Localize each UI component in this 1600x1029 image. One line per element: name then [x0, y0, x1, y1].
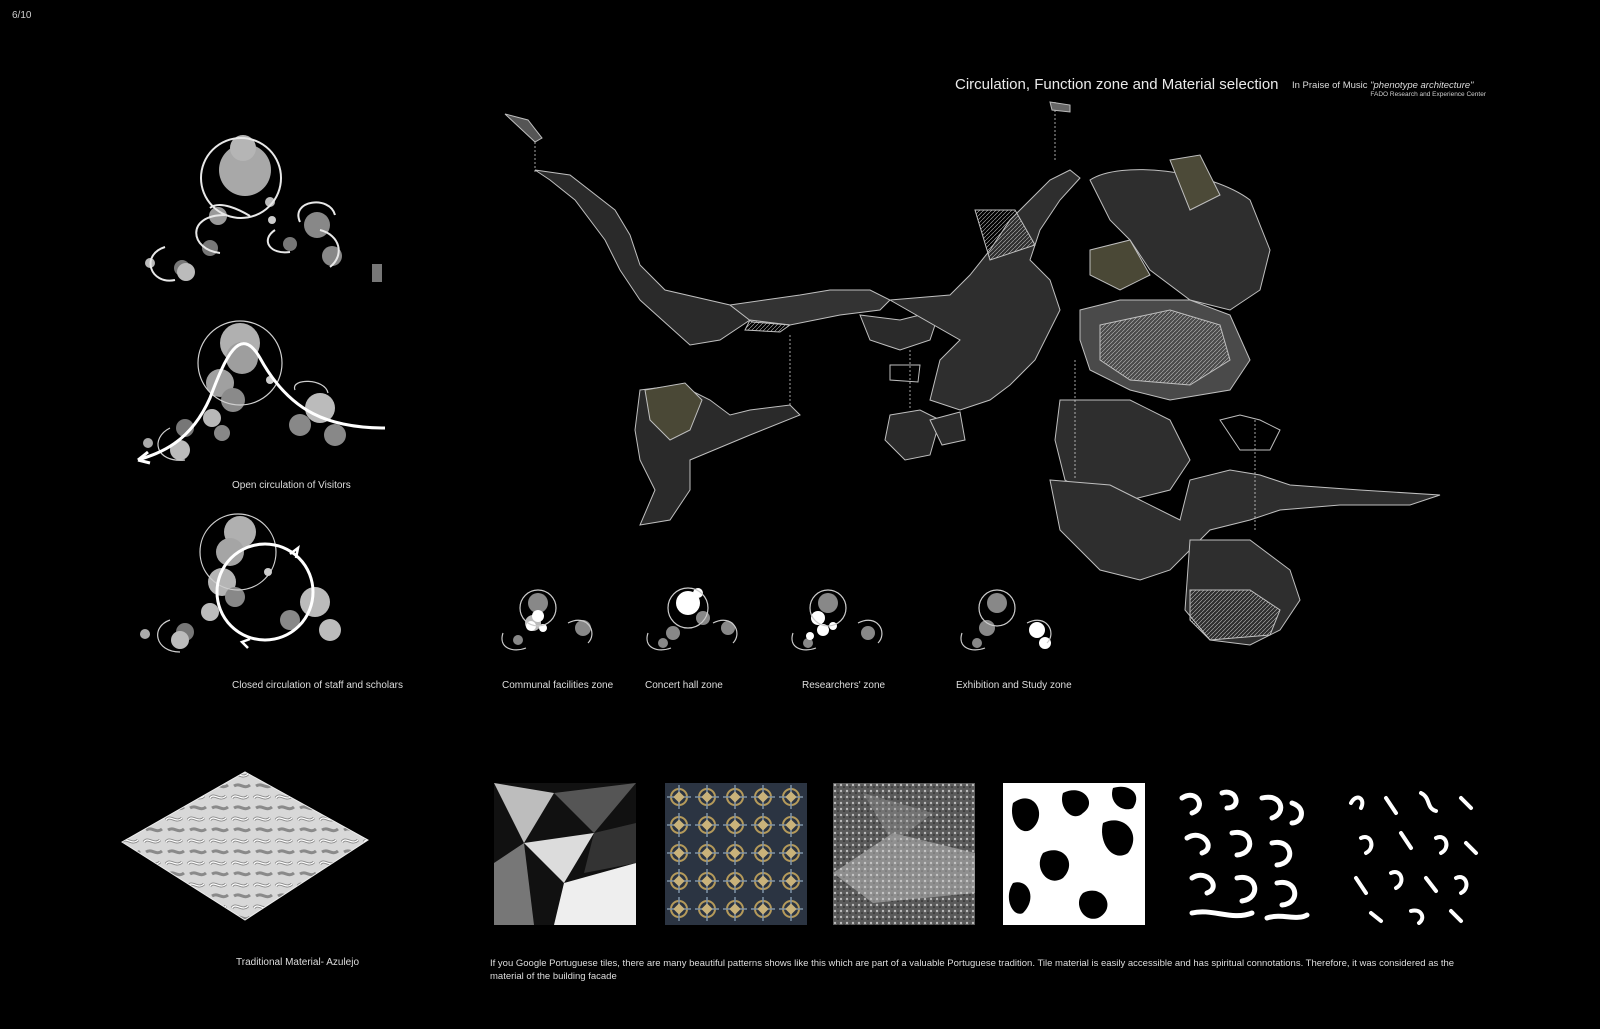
closed-circulation-caption: Closed circulation of staff and scholars — [232, 680, 404, 691]
concert-hall-zone-diagram — [643, 588, 748, 663]
texture-tile-portuguese — [665, 783, 807, 925]
page-number: 6/10 — [12, 10, 32, 21]
texture-tile-blob-dense — [1003, 783, 1145, 925]
exhibition-zone-diagram — [957, 588, 1062, 663]
page-subtitle — [1292, 80, 1474, 91]
zone-label-exhibition: Exhibition and Study zone — [956, 680, 1072, 691]
zone-label-communal: Communal facilities zone — [502, 680, 614, 691]
page-title: Circulation, Function zone and Material selection — [955, 76, 1279, 93]
azulejo-caption: Traditional Material- Azulejo — [236, 957, 360, 968]
texture-tile-blob-sparse — [1341, 783, 1483, 925]
communal-zone-diagram — [498, 588, 603, 663]
open-circulation-diagram — [130, 318, 395, 473]
texture-tile-faceted — [494, 783, 636, 925]
closed-circulation-diagram — [130, 512, 390, 667]
texture-tile-noise — [833, 783, 975, 925]
zone-label-researchers: Researchers' zone — [802, 680, 886, 691]
building-plan-drawing — [490, 100, 1490, 660]
azulejo-3d-surface — [120, 770, 370, 925]
researchers-zone-diagram — [788, 588, 893, 663]
texture-tile-blob-medium — [1172, 783, 1314, 925]
subtitle-quote: "phenotype architecture" — [1370, 80, 1474, 91]
subtitle-prefix: In Praise of Music — [1292, 80, 1371, 91]
zone-label-concert-hall: Concert hall zone — [645, 680, 723, 691]
legend-swatch — [372, 264, 382, 282]
material-description: If you Google Portuguese tiles, there are many beautiful patterns shows like this which are part of a valuable Portuguese tradition. Tile material is easily accessible and has spiritual connotations. Therefore, it was considered as the material of the building facade — [490, 958, 1455, 982]
center-name: FADO Research and Experience Center — [1370, 91, 1486, 98]
zones-overview-diagram — [130, 130, 390, 295]
open-circulation-caption: Open circulation of Visitors — [232, 480, 351, 491]
